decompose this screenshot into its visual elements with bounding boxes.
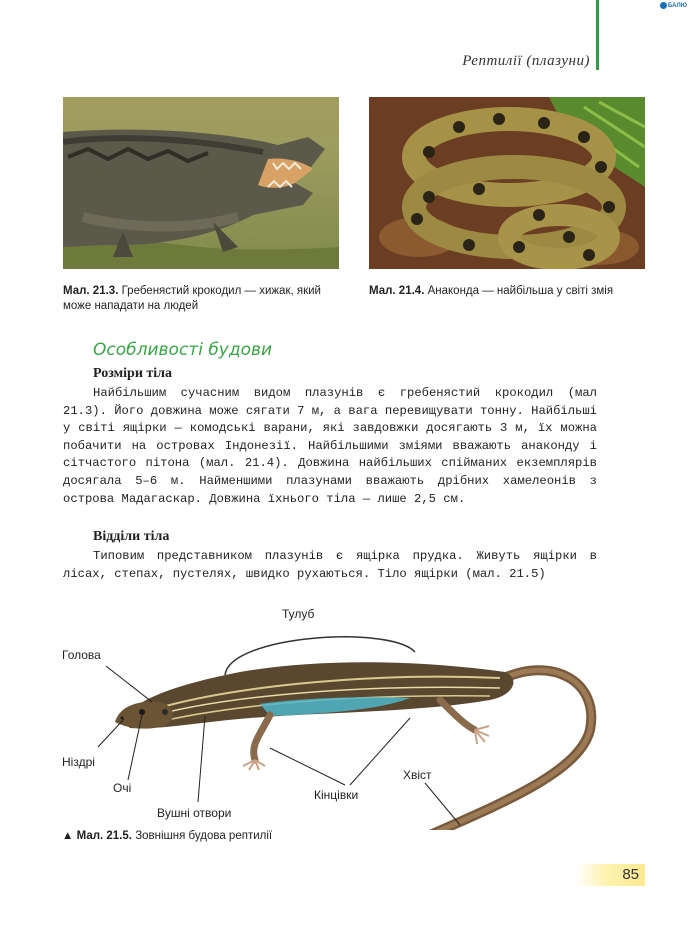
label-tail: Хвіст (403, 768, 432, 782)
header-accent-bar (596, 0, 599, 70)
page-number-box (575, 864, 645, 886)
section-title: Особливості будови (93, 340, 273, 360)
label-limbs: Кінцівки (314, 788, 359, 802)
running-title: Рептилії (плазуни) (462, 53, 590, 69)
label-nostrils: Ніздрі (62, 755, 95, 769)
paragraph-body-parts: Типовим представником плазунів є ящірка прудка. Живуть ящірки в лісах, степах, пустелях, швидко рухаються. Тіло ящірки (мал. 21.5) (63, 549, 597, 581)
anaconda-photo (369, 97, 645, 269)
paragraph-body-size: Найбільшим сучасним видом плазунів є гребенястий крокодил (мал 21.3). Його довжина може сягати 7 м, а вага перевищувати тонну. Найбільші у світі ящірки — комодські варани, які завдовжки досягають 3 м, їх можна побачити на островах Індонезії. Найбільшими зміями вважають анаконду і сітчастого пітона (мал. 21.4). Довжина найбільших спійманих екземплярів досягала 5–6 м. Найменшими плазунами вважають дрібних хамелеонів з острова Мадагаскар. Довжина їхнього тіла — лише 2,5 см. (63, 386, 597, 506)
publisher-logo: БАЛЮ (660, 2, 687, 9)
caption-fig-21-5: ▲ Мал. 21.5. Зовнішня будова рептилії (62, 830, 273, 842)
label-trunk: Тулуб (282, 607, 315, 621)
caption-fig-21-4: Мал. 21.4. Анаконда — найбільша у світі змія (369, 285, 614, 297)
label-head: Голова (62, 648, 101, 662)
crocodile-photo (63, 97, 339, 269)
caption-fig-21-3: Мал. 21.3. Гребенястий крокодил — хижак, який може нападати на людей (63, 285, 321, 312)
label-eyes: Очі (113, 781, 132, 795)
subheading-body-parts: Відділи тіла (93, 529, 170, 544)
logo-icon (660, 2, 667, 9)
subheading-body-size: Розміри тіла (93, 366, 173, 381)
label-ear-openings: Вушні отвори (157, 806, 232, 820)
triangle-icon: ▲ (62, 830, 74, 842)
page-number: 85 (622, 866, 639, 883)
